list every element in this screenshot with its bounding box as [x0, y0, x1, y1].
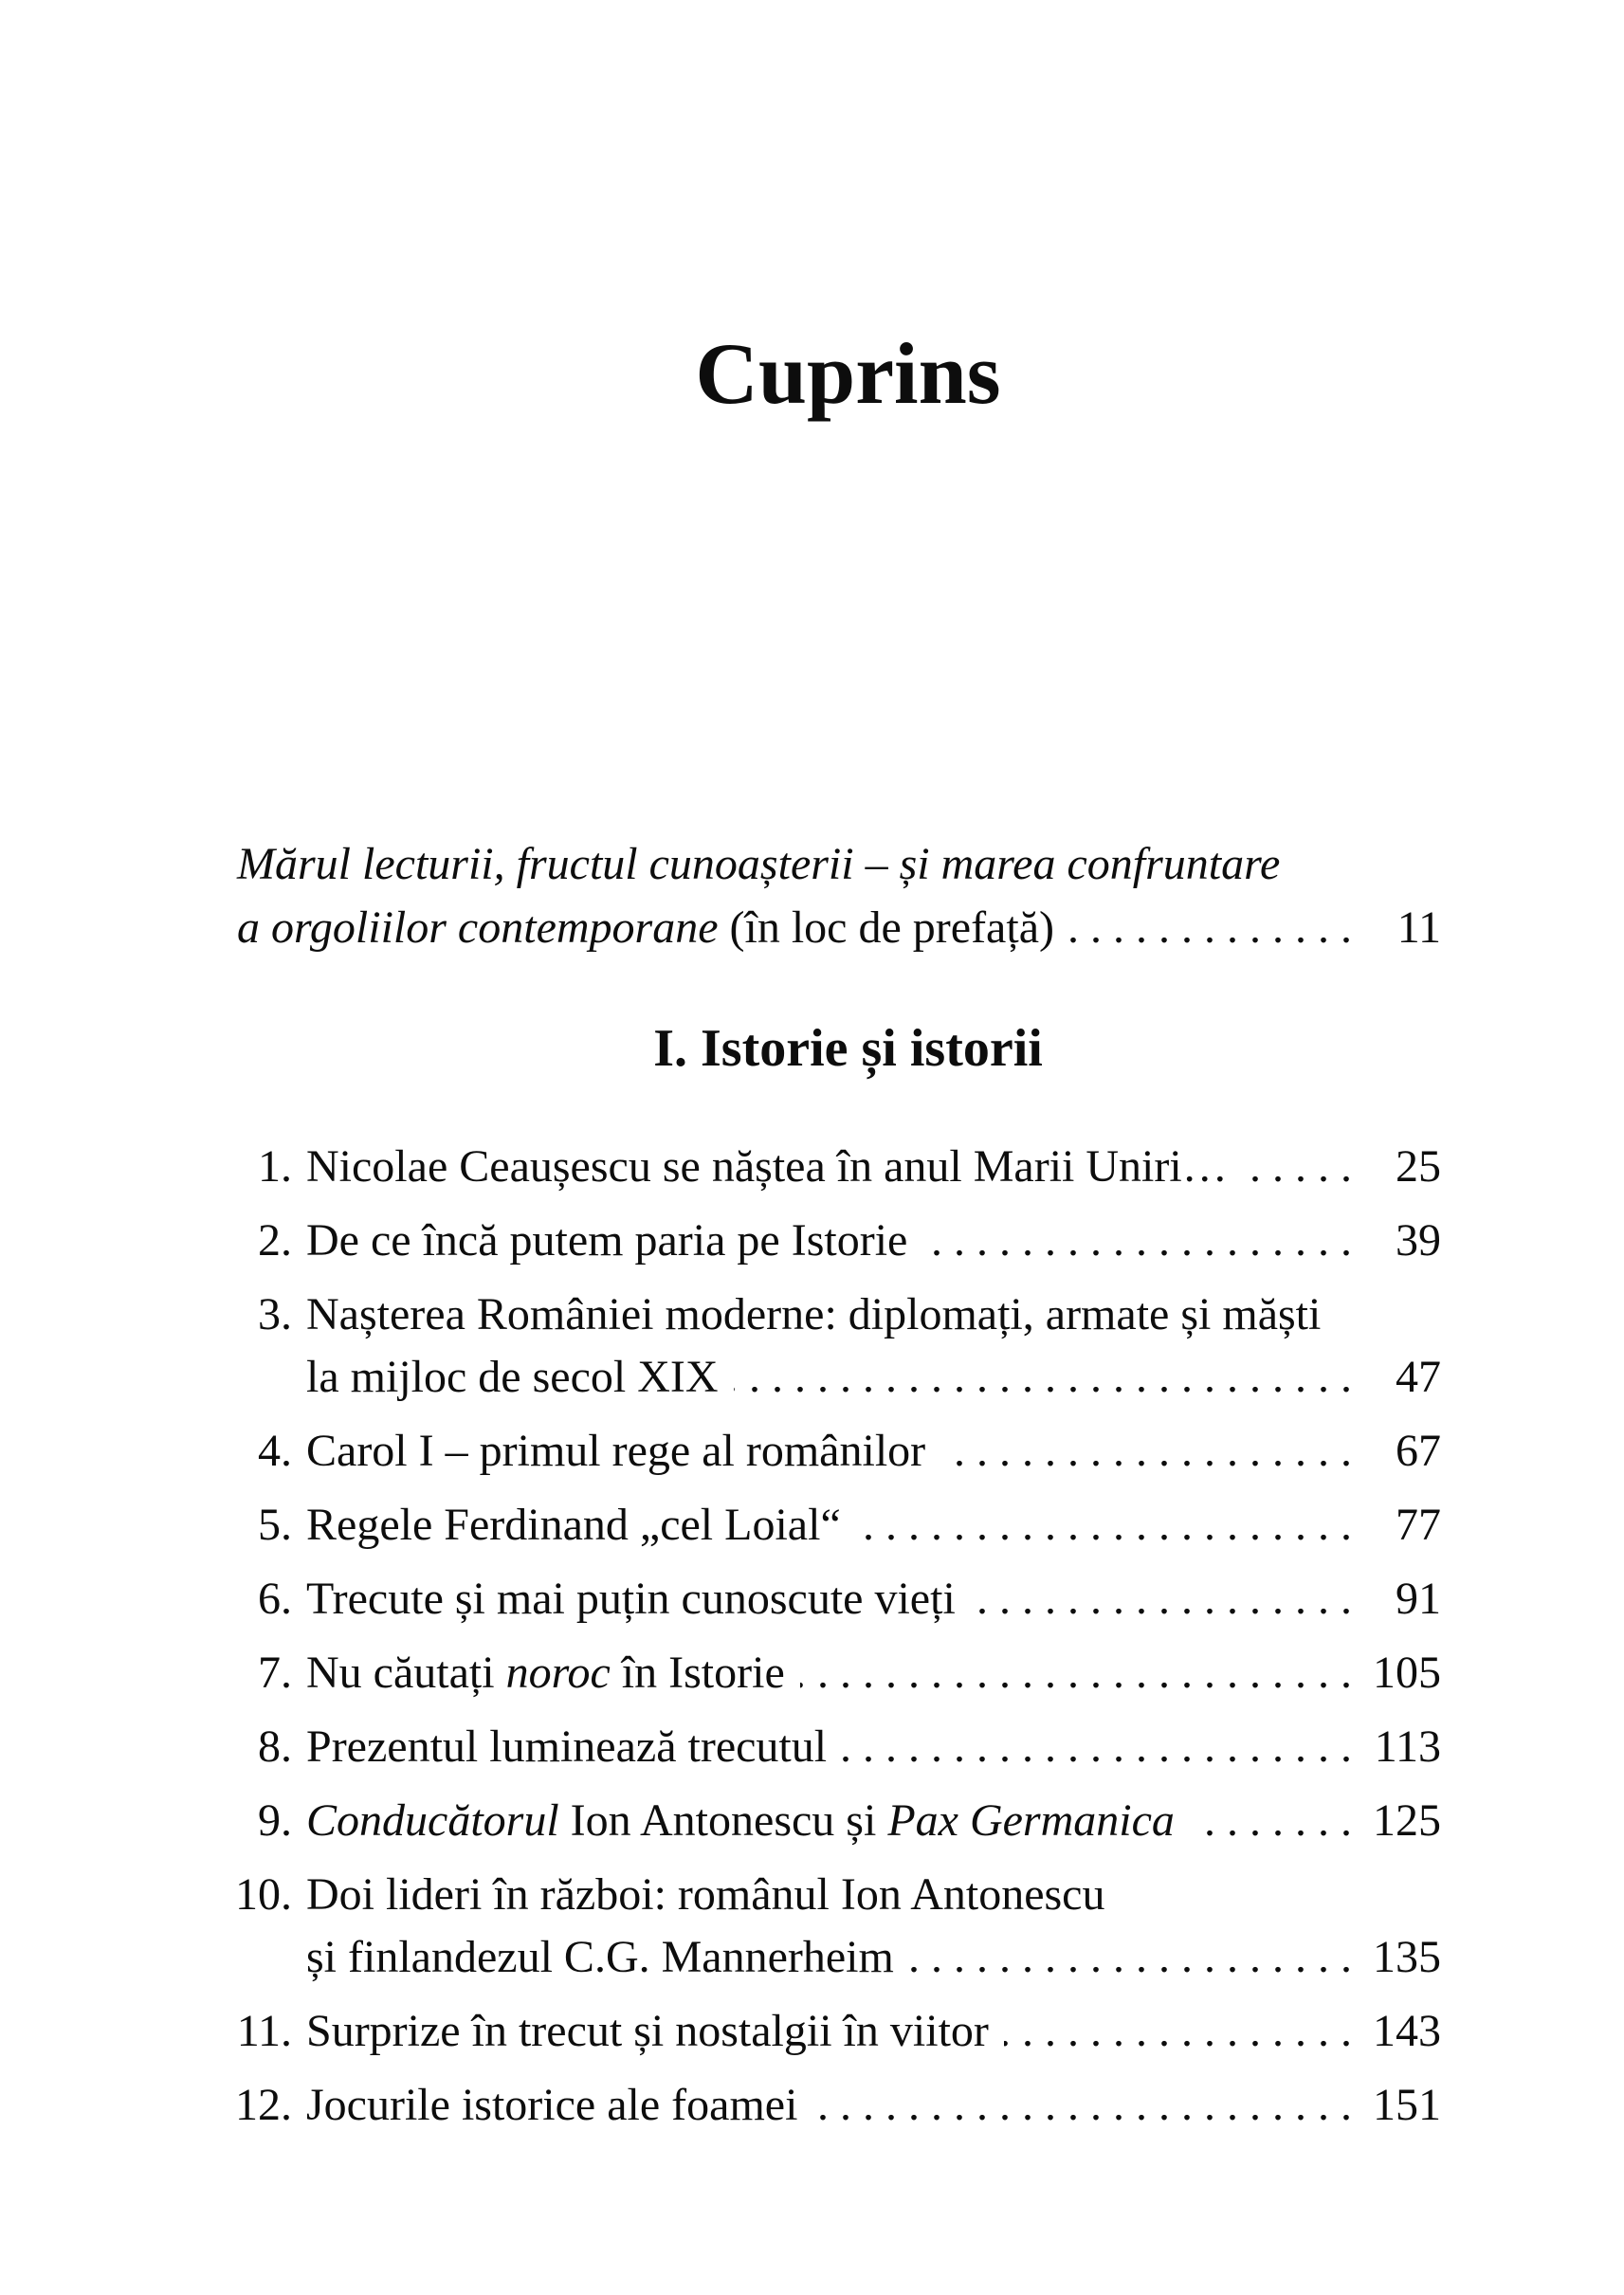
entry-text: [306, 1346, 719, 1409]
dot-leader: [1190, 1790, 1352, 1852]
entry-text: [306, 1136, 1228, 1198]
text-segment: Pax Germanica: [887, 1795, 1175, 1846]
text-segment: De ce încă putem paria pe Istorie: [306, 1215, 908, 1266]
page-title: Cuprins: [695, 325, 1001, 422]
entry-text: [306, 1420, 925, 1483]
dot-leader: [909, 1926, 1352, 1989]
toc-entry-number: 9.: [258, 1795, 292, 1846]
entry-text: [306, 2000, 989, 2063]
text-segment: Regele Ferdinand „cel Loial“: [306, 1500, 841, 1550]
text-segment: noroc: [505, 1648, 611, 1698]
toc-entry: [156, 2074, 1441, 2137]
entry-text: [306, 1864, 1104, 1926]
text-segment: Jocurile istorice ale foamei: [306, 2080, 798, 2130]
text-segment: Trecute și mai puțin cunoscute vieți: [306, 1574, 956, 1624]
dot-leader: [734, 1346, 1352, 1409]
toc-entry-line: [156, 2000, 1441, 2063]
page-number: 113: [1374, 1721, 1441, 1772]
toc-entry-line: [156, 1716, 1441, 1778]
page-number: 143: [1373, 2006, 1441, 2056]
text-segment: Nicolae Ceaușescu se năștea în anul Marii Uniri…: [306, 1141, 1228, 1192]
toc-entry-number: 7.: [258, 1648, 292, 1698]
toc-entry: [156, 1864, 1441, 1989]
toc-entry-line: [156, 1568, 1441, 1630]
toc-entry-line: [156, 1642, 1441, 1704]
section-heading: I. Istorie și istorii: [653, 1019, 1043, 1078]
page-number: 151: [1373, 2080, 1441, 2130]
entry-text: [306, 2074, 797, 2137]
text-segment: Prezentul luminează trecutul: [306, 1721, 828, 1772]
toc-entry-number: 10.: [235, 1869, 292, 1920]
text-segment: Carol I – primul rege al românilor: [306, 1426, 926, 1476]
text-segment: și finlandezul C.G. Mannerheim: [306, 1932, 894, 1982]
toc-entry-line: [156, 1346, 1441, 1409]
dot-leader: [1069, 896, 1352, 959]
toc-entry-line: [156, 1790, 1441, 1852]
toc-list: [156, 1136, 1441, 2148]
toc-entry: [156, 1210, 1441, 1272]
entry-text: [237, 832, 1280, 896]
text-segment: Mărul lecturii, fructul cunoașterii – și marea confruntare: [237, 839, 1281, 889]
page-number: 39: [1396, 1215, 1441, 1266]
dot-leader: [812, 2074, 1352, 2137]
toc-entry-line: [156, 1420, 1441, 1483]
dot-leader: [971, 1568, 1352, 1630]
toc-entry-number: 12.: [235, 2080, 292, 2130]
toc-entry-line: [156, 2074, 1441, 2137]
page-number: 125: [1373, 1795, 1441, 1846]
text-segment: Surprize în trecut și nostalgii în viitor: [306, 2006, 989, 2056]
preface-block: [237, 832, 1441, 959]
page-number: 105: [1373, 1648, 1441, 1698]
toc-entry-line: [156, 1284, 1441, 1346]
toc-entry: [156, 1420, 1441, 1483]
entry-text: [306, 1210, 907, 1272]
dot-leader: [842, 1716, 1352, 1778]
toc-entry-number: 2.: [258, 1215, 292, 1266]
toc-entry: [156, 1716, 1441, 1778]
page-number: 25: [1396, 1141, 1441, 1192]
entry-text: [306, 1926, 894, 1989]
text-segment: a orgoliilor contemporane: [237, 902, 719, 953]
toc-entry-number: 11.: [236, 2006, 292, 2056]
entry-text: [306, 1642, 785, 1704]
toc-entry: [156, 2000, 1441, 2063]
entry-text: [306, 1284, 1321, 1346]
dot-leader: [1004, 2000, 1352, 2063]
page-number: 47: [1396, 1352, 1441, 1402]
entry-text: [306, 1716, 827, 1778]
entry-text: [306, 1568, 956, 1630]
page-number: 135: [1373, 1932, 1441, 1982]
entry-text: [306, 1494, 841, 1557]
toc-entry-number: 1.: [258, 1141, 292, 1192]
toc-entry-line: [156, 1136, 1441, 1198]
preface-line: [237, 896, 1441, 959]
dot-leader: [922, 1210, 1352, 1272]
page-number: 77: [1396, 1500, 1441, 1550]
text-segment: (în loc de prefață): [718, 902, 1054, 953]
text-segment: Conducătorul: [306, 1795, 559, 1846]
toc-entry: [156, 1136, 1441, 1198]
toc-entry-line: [156, 1926, 1441, 1989]
toc-entry-line: [156, 1210, 1441, 1272]
toc-entry: [156, 1790, 1441, 1852]
text-segment: la mijloc de secol XIX: [306, 1352, 719, 1402]
text-segment: Doi lideri în război: românul Ion Antonescu: [306, 1869, 1105, 1920]
page-number: 91: [1396, 1574, 1441, 1624]
toc-entry-line: [156, 1864, 1441, 1926]
toc-entry: [156, 1284, 1441, 1409]
page-number: 67: [1396, 1426, 1441, 1476]
dot-leader: [856, 1494, 1352, 1557]
page-number: 11: [1396, 902, 1441, 953]
toc-entry: [156, 1494, 1441, 1557]
toc-entry-number: 5.: [258, 1500, 292, 1550]
entry-text: [237, 896, 1054, 959]
toc-entry-line: [156, 1494, 1441, 1557]
toc-entry-number: 8.: [258, 1721, 292, 1772]
toc-entry-number: 3.: [258, 1289, 292, 1339]
text-segment: Nașterea României moderne: diplomați, armate și măști: [306, 1289, 1322, 1339]
entry-text: [306, 1790, 1175, 1852]
dot-leader: [800, 1642, 1352, 1704]
text-segment: în Istorie: [610, 1648, 785, 1698]
text-segment: Nu căutați: [306, 1648, 506, 1698]
toc-entry: [156, 1642, 1441, 1704]
preface-line: [237, 832, 1441, 896]
toc-entry: [156, 1568, 1441, 1630]
text-segment: Ion Antonescu și: [558, 1795, 888, 1846]
dot-leader: [940, 1420, 1352, 1483]
dot-leader: [1243, 1136, 1352, 1198]
toc-entry-number: 6.: [258, 1574, 292, 1624]
toc-entry-number: 4.: [258, 1426, 292, 1476]
